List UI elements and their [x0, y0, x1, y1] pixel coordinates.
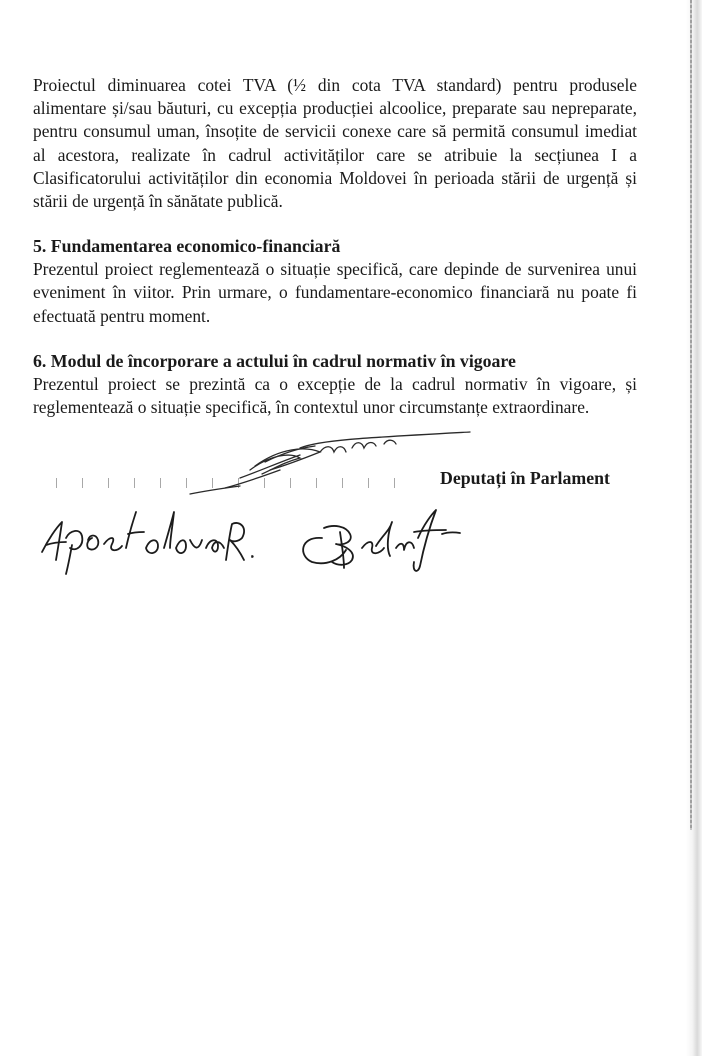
- section-6-body: Prezentul proiect se prezintă ca o excepție de la cadrul normativ în vigoare, și reglementează o situație specifică, în contextul unor circumstanțe extraordinare.: [33, 373, 637, 418]
- section-6-heading: 6. Modul de încorporare a actului în cadrul normativ în vigoare: [33, 350, 516, 371]
- faint-dotted-line: [56, 478, 416, 488]
- section-5-heading: 5. Fundamentarea economico-financiară: [33, 236, 341, 257]
- section-6: [33, 350, 637, 419]
- document-body: [33, 74, 637, 419]
- section-5-body: Prezentul proiect reglementează o situație specifică, care depinde de survenirea unui eveniment în viitor. Prin urmare, o fundamentare-economico financiară nu poate fi efectuată pentru moment.: [33, 259, 637, 326]
- scan-edge: [686, 0, 702, 1056]
- signature-batrincea: [303, 510, 460, 571]
- deputati-title: Deputați în Parlament: [440, 468, 610, 488]
- section-5: [33, 235, 637, 328]
- intro-paragraph: Proiectul diminuarea cotei TVA (½ din cota TVA standard) pentru produsele alimentare și/sau băuturi, cu excepția producției alcoolice, preparate sau nepreparate, pentru consumul uman, însoțite de servicii conexe care să permită consumul imediat al acestora, realizate în cadrul activităților care se atribuie la secțiunea I a Clasificatorului activităților din economia Moldovei în perioada stării de urgență și stării de urgență în sănătate publică.: [33, 75, 637, 212]
- signature-apostolova: [42, 512, 253, 574]
